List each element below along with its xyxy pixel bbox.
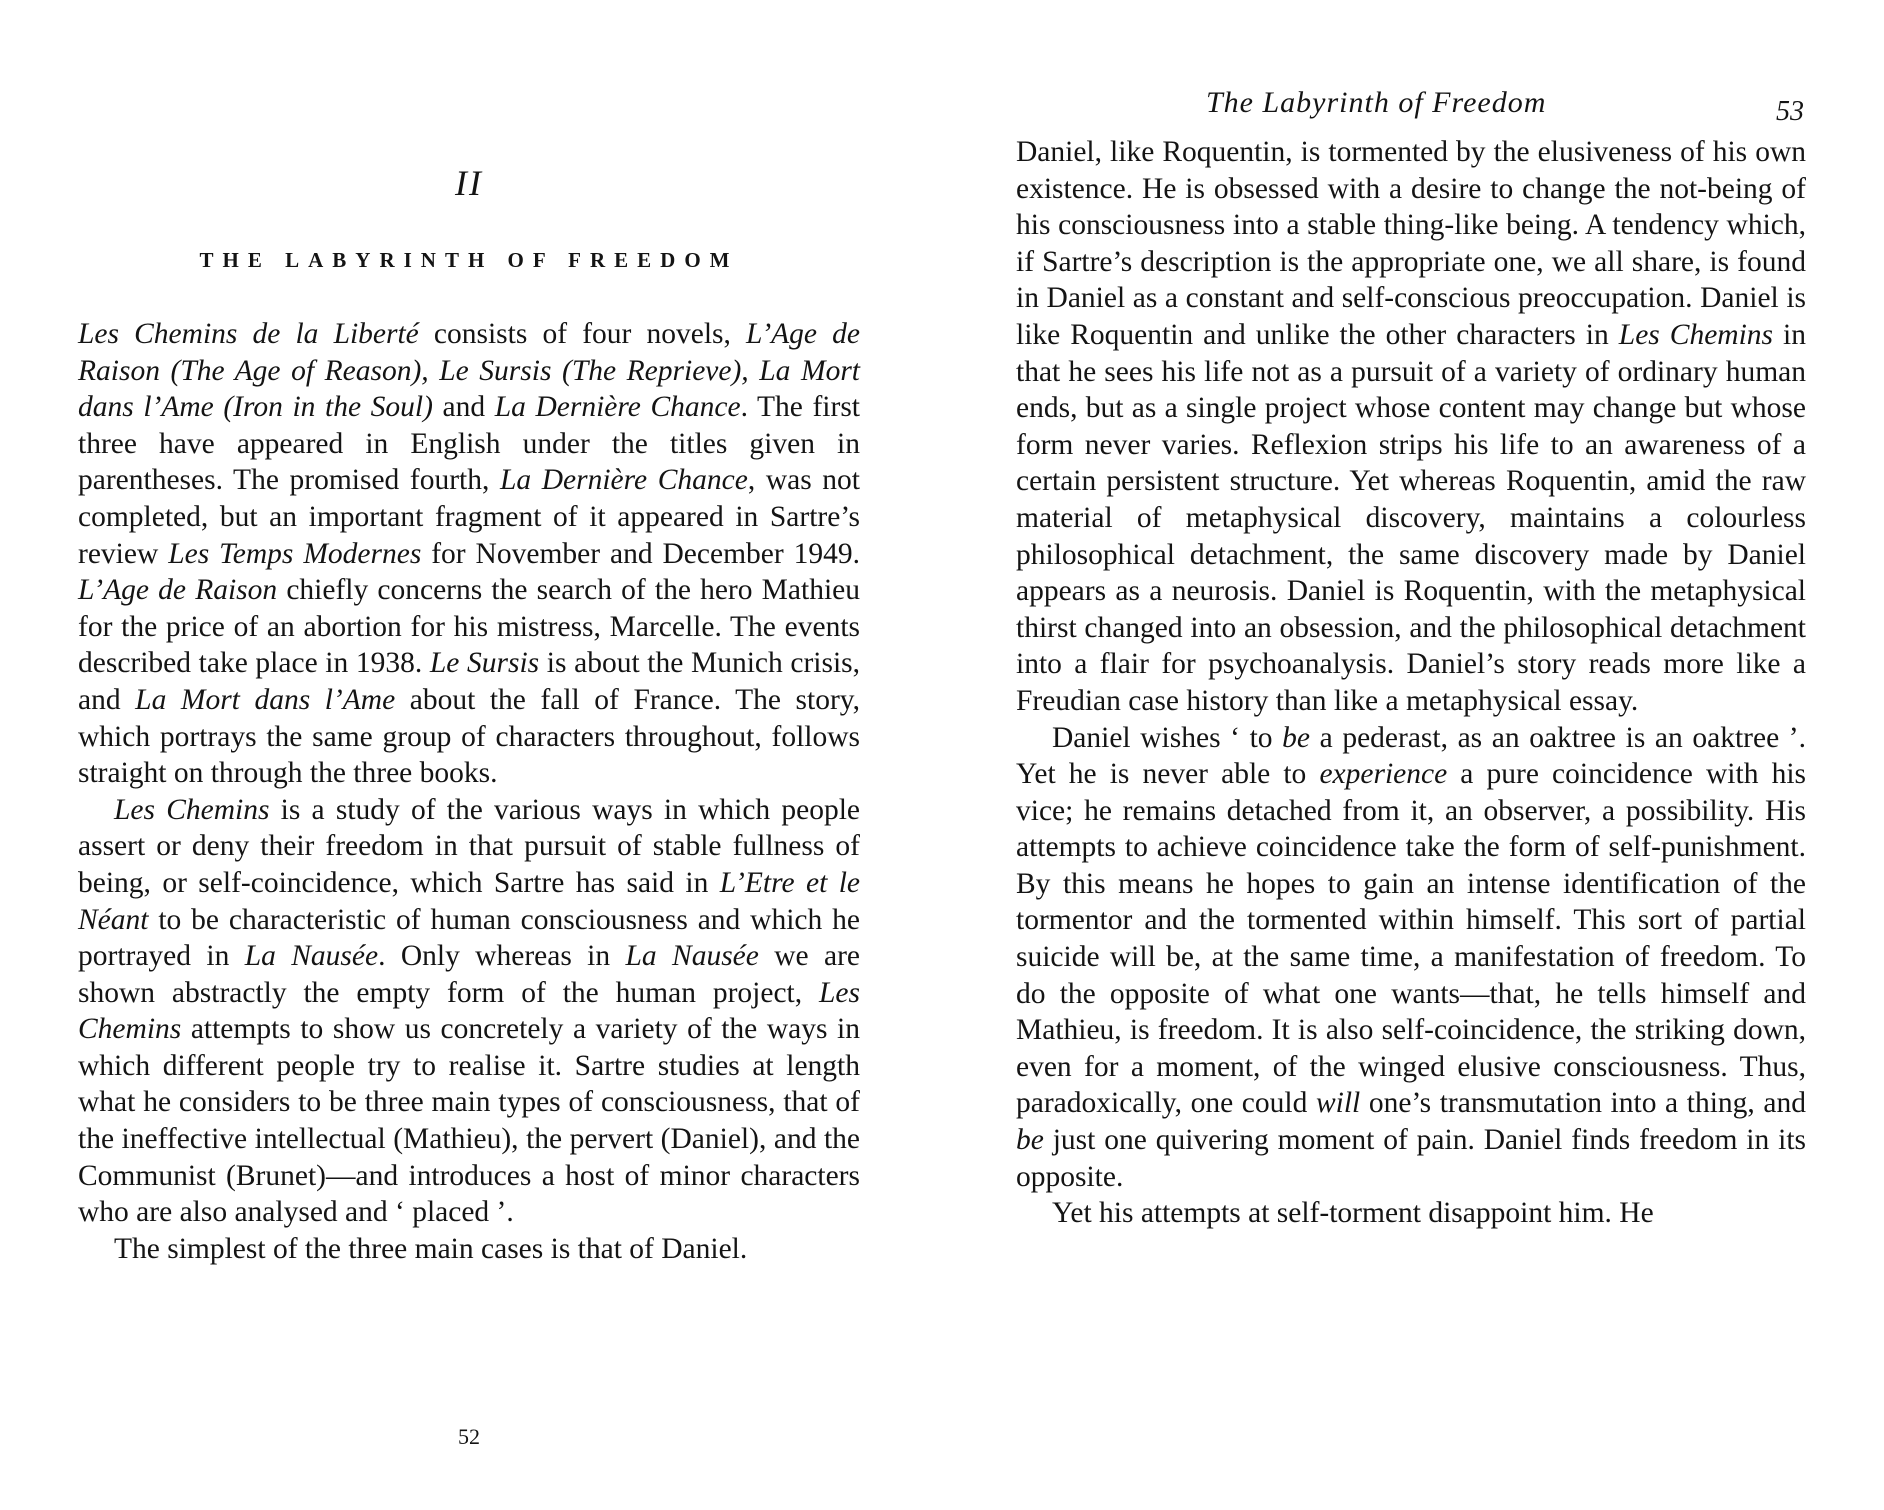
left-page — [78, 0, 860, 1510]
body-text: The simplest of the three main cases is that of Daniel. — [114, 1232, 748, 1265]
italic-text: La Mort dans l’Ame — [135, 683, 396, 716]
right-page — [1016, 0, 1806, 1510]
body-text: attempts to show us concretely a variety of the ways in which different people try to realise it. Sartre studies at length what he considers to be three main types of consciousness, that of the ineffective intellectual (Mathieu), the pervert (Daniel), and the Communist (Brunet)—and introduces a host of minor characters who are also analysed and ‘ placed ’. — [78, 1013, 860, 1229]
running-head: The Labyrinth of Freedom — [1206, 86, 1547, 119]
body-text: a pure coincidence with his vice; he remains detached from it, an observer, a possibility. His attempts to achieve coincidence take the form of self-punishment. By this means he hopes to gain an intense identification of the tormentor and the tormented within himself. This sort of partial suicide will be, at the same time, a manifestation of freedom. To do the opposite of what one wants—that, he tells himself and Mathieu, is freedom. It is also self-coincidence, the striking down, even for a moment, of the winged elusive consciousness. Thus, paradoxically, one could — [1016, 758, 1806, 1120]
italic-text: Les Temps Modernes — [168, 537, 422, 570]
paragraph — [78, 316, 860, 792]
right-page-body — [1016, 134, 1806, 1232]
body-text: is a study of the various ways in which people assert or deny their freedom in that pursuit of stable fullness of being, or self-coincidence, which Sartre has said in — [78, 793, 861, 899]
body-text: . The first three have appeared in English under the titles given in parentheses. The promised fourth, — [78, 391, 860, 497]
paragraph — [1016, 720, 1806, 1196]
paragraph — [1016, 1195, 1806, 1232]
body-text: a pederast, as an oaktree is an oaktree ’. Yet he is never able to — [1016, 721, 1806, 791]
body-text: just one quivering moment of pain. Daniel finds freedom in its opposite. — [1016, 1124, 1806, 1193]
italic-text: La Nausée — [244, 940, 379, 973]
body-text: Yet his attempts at self-torment disappoint him. He — [1052, 1197, 1654, 1230]
page-number: 53 — [1776, 96, 1804, 127]
body-text: . Only whereas in — [378, 940, 626, 973]
body-text: in that he sees his life not as a pursuit of a variety of ordinary human ends, but as a single project whose content may change but whose form never varies. Reflexion strips his life to an awareness of a certain persistent structure. Yet whereas Roquentin, amid the raw material of metaphysical discovery, maintains a colourless philosophical detachment, the same discovery made by Daniel appears as a neurosis. Daniel is Roquentin, with the metaphysical thirst changed into an obsession, and the philosophical detachment into a flair for psychoanalysis. Daniel’s story reads more like a Freudian case history than like a metaphysical essay. — [1016, 318, 1806, 717]
italic-text: be — [1282, 721, 1310, 754]
italic-text: La Dernière Chance — [494, 391, 741, 424]
body-text: about the fall of France. The story, which portrays the same group of characters throughout, follows straight on through the three books. — [78, 683, 860, 790]
chapter-number: II — [455, 163, 483, 203]
body-text: is about the Munich crisis, and — [78, 647, 861, 716]
italic-text: La Dernière Chance — [499, 464, 748, 497]
body-text: consists of four novels, — [418, 318, 747, 350]
italic-text: will — [1315, 1087, 1361, 1120]
left-page-body — [78, 316, 860, 1267]
body-text: Daniel wishes ‘ to — [1052, 721, 1283, 754]
italic-text: Les Chemins — [114, 793, 270, 826]
italic-text: experience — [1319, 758, 1448, 791]
body-text: chiefly concerns the search of the hero Mathieu for the price of an abortion for his mistress, Marcelle. The events described take place in 1938. — [78, 574, 860, 680]
paragraph — [1016, 134, 1806, 720]
italic-text: L’Age de Raison (The Age of Reason), Le Sursis (The Reprieve), La Mort dans l’Ame (Iron in the Soul) — [78, 318, 860, 424]
body-text: to be characteristic of human consciousness and which he portrayed in — [78, 903, 860, 973]
body-text: one’s transmutation into a thing, and — [1360, 1087, 1806, 1120]
paragraph — [78, 1231, 860, 1268]
body-text: and — [432, 391, 495, 424]
italic-text: La Nausée — [625, 940, 759, 973]
body-text: Daniel, like Roquentin, is tormented by the elusiveness of his own existence. He is obsessed with a desire to change the not-being of his consciousness into a stable thing-like being. A tendency which, if Sartre’s description is the appropriate one, we all share, is found in Daniel as a constant and self-conscious preoccupation. Daniel is like Roquentin and unlike the other characters in — [1016, 136, 1806, 351]
italic-text: L’Etre et le Néant — [78, 866, 860, 936]
body-text: , was not completed, but an important fragment of it appeared in Sartre’s review — [78, 464, 860, 570]
body-text: we are shown abstractly the empty form of the human project, — [78, 940, 861, 1009]
chapter-title: THE LABYRINTH OF FREEDOM — [199, 248, 739, 272]
body-text: for November and December 1949. — [421, 537, 860, 570]
paragraph — [78, 792, 860, 1231]
italic-text: be — [1016, 1124, 1044, 1157]
italic-text: Les Chemins — [1618, 318, 1774, 351]
italic-text: Les Chemins — [78, 976, 860, 1046]
italic-text: L’Age de Raison — [78, 574, 278, 607]
italic-text: Le Sursis — [429, 647, 540, 680]
page-number: 52 — [458, 1424, 480, 1449]
italic-text: Les Chemins de la Liberté — [78, 318, 419, 350]
